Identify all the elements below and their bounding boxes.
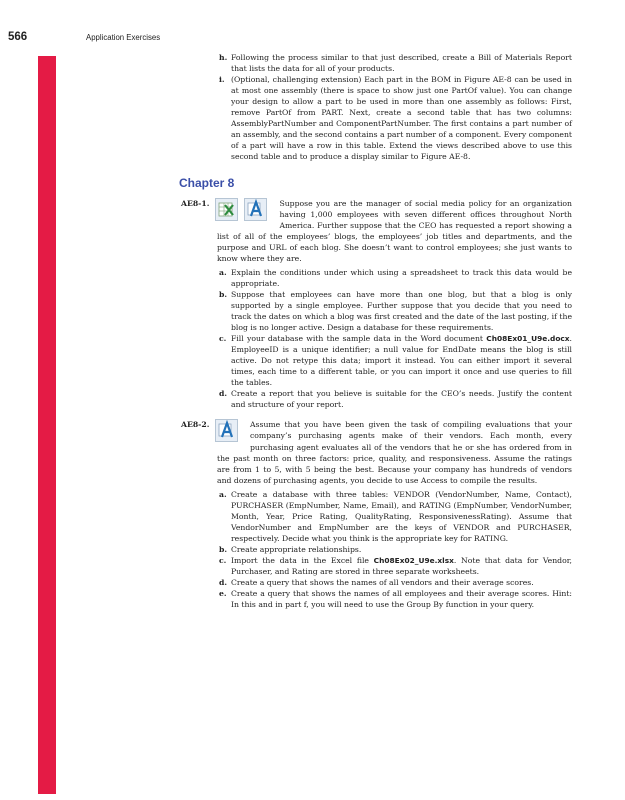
item-label: i. [219, 75, 225, 85]
item-label: b. [219, 544, 228, 554]
list-item [181, 577, 572, 588]
access-database-icon [215, 419, 238, 442]
item-text: Following the process similar to that just described, create a Bill of Materials Report that lists the data for all of your products. [231, 53, 572, 74]
item-text: Suppose that employees can have more than one blog, but that a blog is only supported by a single employee. Further suppose that you decide that you need to track the dates on which a blog was first created and the date of the last posting, if the blog is no longer active. Design a database for these requirements. [231, 289, 572, 333]
exercise-label: AE8-1. [181, 198, 210, 208]
file-name: Ch08Ex02_U9e.xlsx [373, 555, 454, 565]
exercise-icons [215, 419, 242, 440]
item-text-post: . Note that data for Vendor, Purchaser, and Rating are stored in three separate worksheets. [231, 555, 572, 577]
list-item [181, 333, 572, 388]
list-item [181, 74, 572, 162]
list-item [181, 588, 572, 610]
item-label: c. [219, 334, 227, 344]
item-text: Create appropriate relationships. [231, 544, 362, 554]
chapter-color-bar [38, 56, 56, 794]
item-text: Create a report that you believe is suitable for the CEO’s needs. Justify the content and structure of your report. [231, 389, 572, 410]
list-item [181, 555, 572, 577]
item-text: (Optional, challenging extension) Each part in the BOM in Figure AE-8 can be used in at most one assembly (there is space to show just one PartOf value). You can change your design to allow a part to be used in more than one assembly as follows: First, remove PartOf from PART. Next, create a second table that has two columns: AssemblyPartNumber and ComponentPartNumber. The first contains a part number of an assembly, and the second contains a part number of a component. Every component of a part will have a row in this table. Extend the views described above to use this second table and to produce a display similar to Figure AE-8. [231, 75, 572, 162]
running-head: Application Exercises [86, 33, 161, 42]
exercise-intro: Assume that you have been given the task of compiling evaluations that your company’s purchasing agents make of their vendors. Each month, every purchasing agent evaluates all of the vendors that he or she has ordered from in the past month on three factors: price, quality, and responsiveness. Assume the ratings are from 1 to 5, with 5 being the best. Because your company has hundreds of vendors and dozens of purchasing agents, you decide to use Access to compile the results. [217, 420, 572, 485]
list-item [181, 388, 572, 410]
item-text-post: . EmployeeID is a unique identifier; a null value for EndDate means the blog is still active. Do not retype this data; import it instead. You can either import it several times, each time to a different table, or you can import it once and use queries to fill the tables. [231, 334, 572, 388]
item-label: e. [219, 589, 227, 599]
item-text: Create a query that shows the names of all employees and their average scores. Hint: In this and in part f, you will need to use the Group By function in your query. [231, 589, 572, 610]
chapter-heading: Chapter 8 [179, 176, 235, 191]
item-text: Create a query that shows the names of all vendors and their average scores. [231, 578, 534, 588]
page-header [8, 31, 608, 45]
item-label: c. [219, 555, 227, 565]
file-name: Ch08Ex01_U9e.docx [486, 334, 570, 344]
exercise-ae8-1 [181, 198, 572, 264]
list-item [181, 544, 572, 555]
item-label: d. [219, 578, 228, 588]
item-text-pre: Fill your database with the sample data in the Word document [231, 334, 487, 344]
list-item [181, 52, 572, 74]
excel-spreadsheet-icon [215, 198, 238, 221]
exercise-ae8-2 [181, 419, 572, 485]
page-body [181, 52, 572, 610]
item-text-pre: Import the data in the Excel file [231, 555, 374, 565]
item-label: d. [219, 389, 228, 399]
item-label: h. [219, 53, 228, 62]
list-item [181, 267, 572, 289]
list-item [181, 289, 572, 333]
page-number: 566 [8, 31, 28, 43]
item-label: a. [219, 489, 227, 499]
item-text: Create a database with three tables: VENDOR (VendorNumber, Name, Contact), PURCHASER (EmpNumber, Name, Email), and RATING (EmpNumber, VendorNumber, Month, Year, Price Rating, QualityRating, ResponsivenessRating). Assume that VendorNumber and EmpNumber are the keys of VENDOR and PURCHASER, respectively. Decide what you think is the appropriate key for RATING. [231, 489, 572, 543]
item-text: Explain the conditions under which using a spreadsheet to track this data would be appropriate. [231, 267, 572, 288]
access-database-icon [244, 198, 267, 221]
exercise-icons [215, 198, 271, 219]
item-label: b. [219, 289, 228, 299]
list-item [181, 489, 572, 544]
exercise-intro: Suppose you are the manager of social media policy for an organization having 1,000 employees with seven different offices throughout North America. Further suppose that the CEO has requested a report showing a list of all of the employees’ blogs, the employees’ job titles and departments, and the purpose and URL of each blog. She doesn’t want to control employees; she just wants to know where they are. [217, 198, 572, 263]
item-label: a. [219, 267, 227, 277]
exercise-label: AE8-2. [181, 420, 210, 430]
